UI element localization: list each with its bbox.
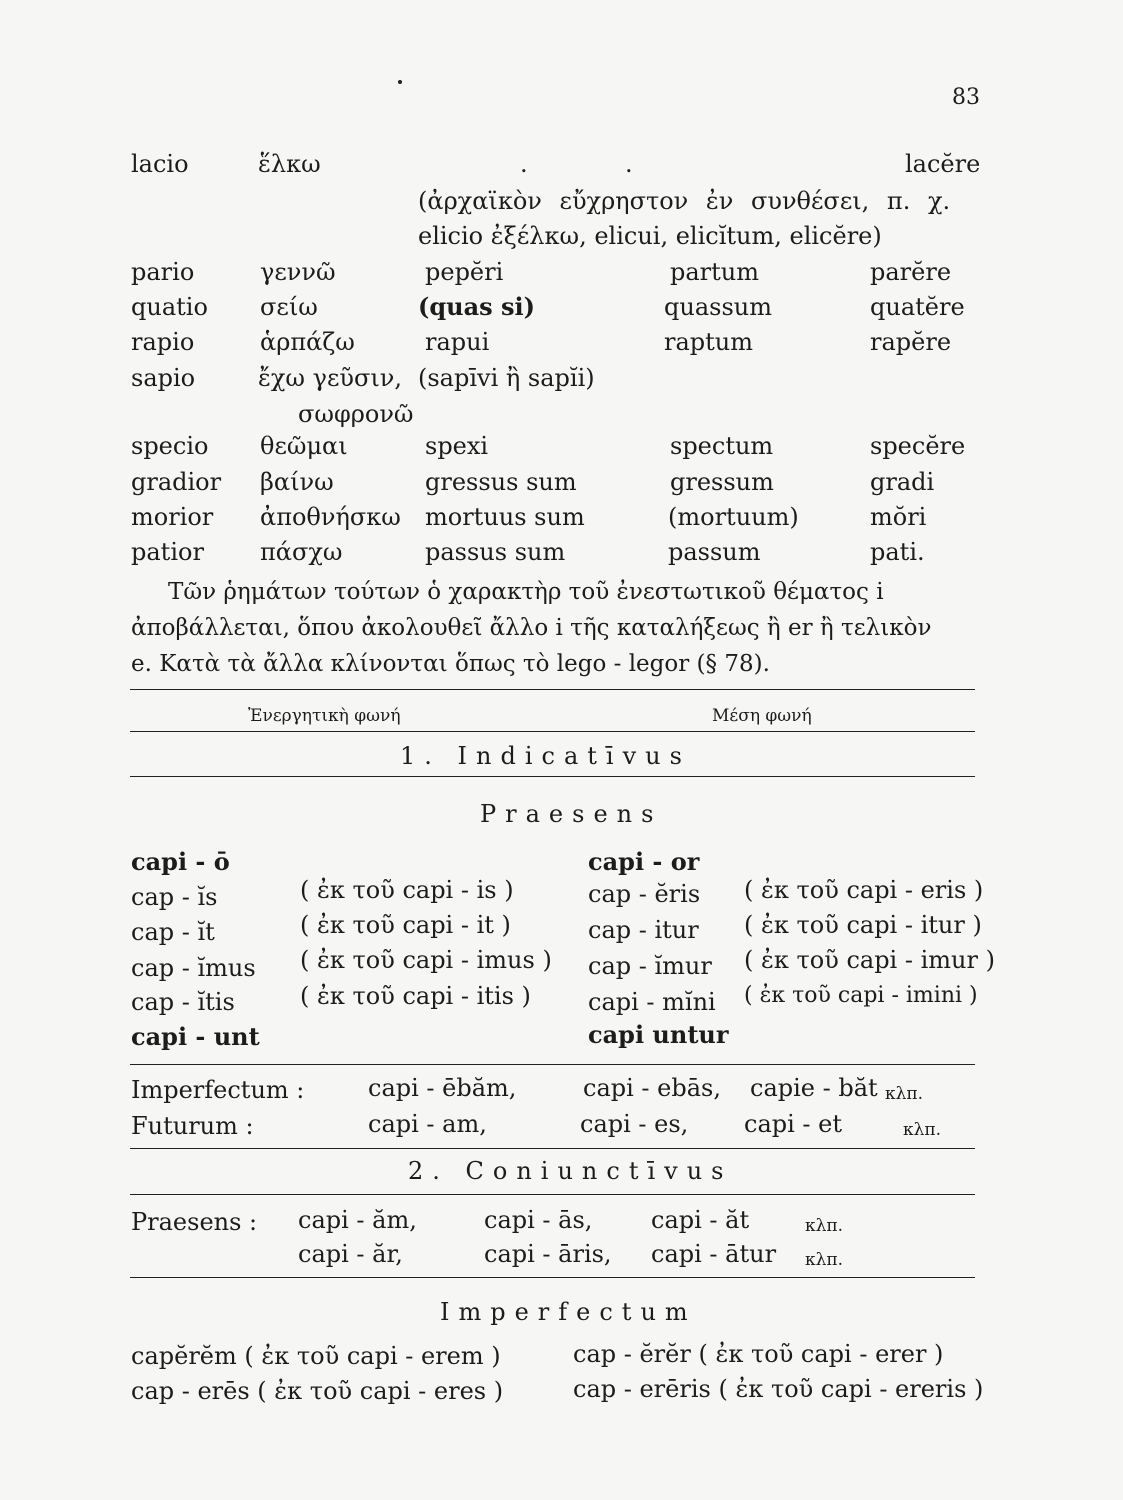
verb-infinitive: mŏri [870, 503, 927, 531]
lacio-note-line-2: elicio ἐξέλκω, elicui, elicĭtum, elicĕre) [418, 222, 882, 250]
verb-supine: raptum [664, 328, 754, 356]
paragraph-line: e. Κατὰ τὰ ἄλλα κλίνονται ὅπως τὸ lego - legor (§ 78). [131, 651, 770, 677]
verb-perfect: mortuus sum [425, 503, 585, 531]
etc-abbr: κλπ. [805, 1250, 843, 1270]
futurum-form: capi - et [744, 1110, 843, 1138]
verb-supine: quassum [664, 293, 772, 321]
verb-greek: ἔχω γεῦσιν, [258, 364, 402, 392]
divider [130, 776, 975, 777]
verb-perfect: gressus sum [425, 468, 577, 496]
imperfectum-heading: Imperfectum [440, 1298, 697, 1326]
verb-supine: (mortuum) [668, 503, 799, 531]
middle-form: cap - ĕris [588, 880, 701, 908]
middle-form: capi - mĭni [588, 988, 716, 1016]
verb-lemma: quatio [131, 293, 208, 321]
coniunctivus-form: capi - ăr, [298, 1240, 403, 1268]
verb-greek: θεῶμαι [260, 432, 348, 460]
active-note: ( ἐκ τοῦ capi - imus ) [300, 946, 552, 974]
verb-lemma: rapio [131, 328, 195, 356]
lacio-note-line-1: (ἀρχαϊκὸν εὔχρηστον ἐν συνθέσει, π. χ. [418, 187, 951, 215]
verb-greek: πάσχω [260, 538, 343, 566]
verb-greek: σείω [260, 293, 318, 321]
verb-lemma: sapio [131, 364, 196, 392]
etc-abbr: κλπ. [805, 1216, 843, 1236]
coniunctivus-form: capi - ăm, [298, 1206, 417, 1234]
middle-form: capi untur [588, 1020, 729, 1049]
imperfectum-form: capie - băt [750, 1074, 878, 1102]
imperfectum-label: Imperfectum : [131, 1076, 305, 1104]
coniunctivus-form: capi - āris, [484, 1240, 612, 1268]
praesens-heading: Praesens [480, 800, 663, 828]
verb-supine: passum [668, 538, 761, 566]
coniunctivus-form: capi - ātur [651, 1240, 777, 1268]
verb-perfect: . [520, 150, 528, 178]
verb-lemma: gradior [131, 468, 222, 496]
active-form: cap - ĭt [131, 918, 215, 946]
verb-infinitive: rapĕre [870, 328, 952, 356]
futurum-form: capi - am, [368, 1110, 487, 1138]
coniunctivus-form: capi - ăt [651, 1206, 750, 1234]
imperfectum-active-form: capĕrĕm ( ἐκ τοῦ capi - erem ) [131, 1342, 501, 1370]
active-form: capi - unt [131, 1022, 260, 1051]
indicativus-heading: 1. Indicatīvus [400, 742, 691, 770]
middle-form: capi - or [588, 847, 700, 876]
verb-infinitive: pati. [870, 538, 925, 566]
verb-supine: spectum [670, 432, 774, 460]
stray-dot [398, 80, 402, 84]
coniunctivus-heading: 2. Coniunctīvus [408, 1157, 733, 1185]
middle-voice-header: Μέση φωνή [712, 706, 812, 726]
verb-perfect: passus sum [425, 538, 566, 566]
futurum-form: capi - es, [580, 1110, 689, 1138]
page-number: 83 [952, 85, 980, 110]
paragraph-line: ἀποβάλλεται, ὅπου ἀκολουθεῖ ἄλλο i τῆς καταλήξεως ἢ er ἢ τελικὸν [131, 615, 932, 641]
verb-infinitive: lacĕre [905, 150, 981, 178]
sapio-gloss: σωφρονῶ [298, 400, 414, 428]
middle-note: ( ἐκ τοῦ capi - eris ) [744, 876, 984, 904]
verb-supine: . [625, 150, 633, 178]
verb-perfect: (quas si) [418, 292, 535, 321]
imperfectum-form: capi - ebās, [583, 1074, 721, 1102]
active-voice-header: Ἐνεργητικὴ φωνή [248, 706, 401, 726]
middle-note: ( ἐκ τοῦ capi - itur ) [744, 911, 982, 939]
active-form: cap - ĭtis [131, 988, 235, 1016]
divider [130, 689, 975, 690]
verb-lemma: morior [131, 503, 214, 531]
divider [130, 1277, 975, 1278]
verb-greek: βαίνω [260, 468, 334, 496]
divider [130, 1194, 975, 1195]
active-form: cap - ĭmus [131, 954, 256, 982]
imperfectum-form: capi - ēbăm, [368, 1074, 517, 1102]
coniunctivus-praesens-label: Praesens : [131, 1208, 258, 1236]
imperfectum-active-form: cap - erēs ( ἐκ τοῦ capi - eres ) [131, 1377, 504, 1405]
etc-abbr: κλπ. [903, 1120, 941, 1140]
middle-note: ( ἐκ τοῦ capi - imini ) [744, 983, 978, 1008]
imperfectum-middle-form: cap - ĕrĕr ( ἐκ τοῦ capi - erer ) [573, 1340, 944, 1368]
verb-supine: partum [670, 258, 760, 286]
verb-lemma: pario [131, 258, 195, 286]
verb-perfect: (sapīvi ἢ sapĭi) [418, 364, 595, 392]
middle-note: ( ἐκ τοῦ capi - imur ) [744, 946, 995, 974]
paragraph-line: Τῶν ῥημάτων τούτων ὁ χαρακτὴρ τοῦ ἐνεστωτικοῦ θέματος i [168, 579, 884, 605]
divider [130, 1148, 975, 1149]
verb-greek: γεννῶ [260, 258, 336, 286]
verb-perfect: pepĕri [425, 258, 504, 286]
verb-infinitive: specĕre [870, 432, 966, 460]
active-note: ( ἐκ τοῦ capi - itis ) [300, 982, 531, 1010]
verb-lemma: lacio [131, 150, 189, 178]
middle-form: cap - ĭmur [588, 952, 712, 980]
active-form: capi - ō [131, 847, 230, 876]
verb-infinitive: parĕre [870, 258, 952, 286]
active-note: ( ἐκ τοῦ capi - it ) [300, 911, 511, 939]
coniunctivus-form: capi - ās, [484, 1206, 593, 1234]
divider [130, 1064, 975, 1065]
verb-greek: ἁρπάζω [260, 328, 355, 356]
verb-perfect: spexi [425, 432, 489, 460]
verb-greek: ἕλκω [258, 150, 321, 178]
verb-lemma: specio [131, 432, 209, 460]
futurum-label: Futurum : [131, 1112, 254, 1140]
verb-supine: gressum [670, 468, 774, 496]
verb-infinitive: quatĕre [870, 293, 965, 321]
etc-abbr: κλπ. [885, 1084, 923, 1104]
active-note: ( ἐκ τοῦ capi - is ) [300, 876, 514, 904]
divider [130, 731, 975, 732]
verb-infinitive: gradi [870, 468, 935, 496]
verb-perfect: rapui [425, 328, 490, 356]
verb-greek: ἀποθνήσκω [260, 503, 401, 531]
imperfectum-middle-form: cap - erēris ( ἐκ τοῦ capi - ereris ) [573, 1375, 984, 1403]
middle-form: cap - itur [588, 916, 699, 944]
active-form: cap - ĭs [131, 883, 218, 911]
verb-lemma: patior [131, 538, 204, 566]
